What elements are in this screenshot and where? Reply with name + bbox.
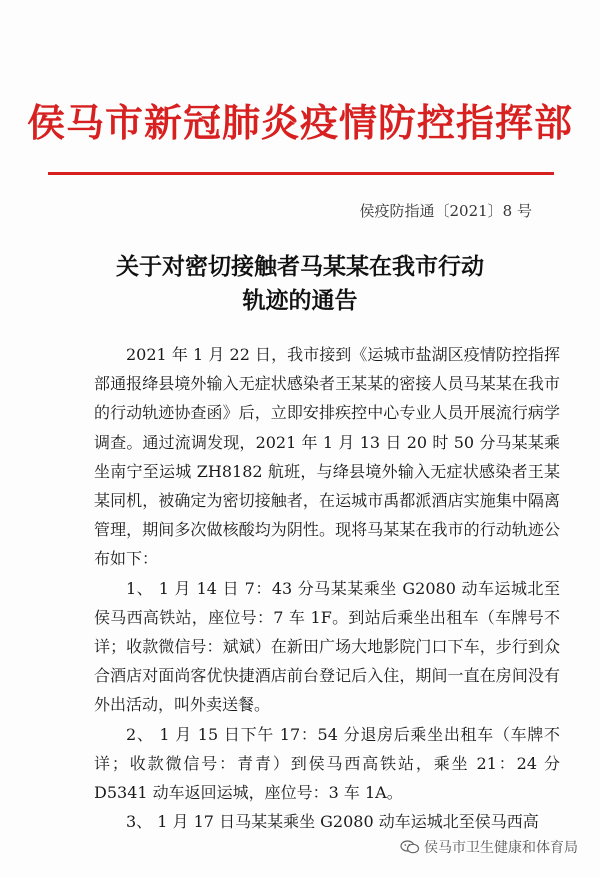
notice-body <box>94 340 560 836</box>
issuer-title: 侯马市新冠肺炎疫情防控指挥部 <box>26 100 573 145</box>
document-number: 侯疫防指通〔2021〕8 号 <box>359 202 532 220</box>
paragraph-item-1: 1、 1 月 14 日 7：43 分马某某乘坐 G2080 动车运城北至侯马西高铁站，座位号：7 车 1F。到站后乘坐出租车（车牌号不详；收款微信号：斌斌）在新田广场大地影院门口下车，步行到众合酒店对面尚客优快捷酒店前台登记后入住，期间一直在房间没有外出活动，叫外卖送餐。 <box>94 578 560 715</box>
wechat-icon <box>400 840 420 854</box>
notice-title <box>0 250 600 318</box>
notice-title-line-2: 轨迹的通告 <box>242 288 358 314</box>
paragraph-item-2: 2、 1 月 15 日下午 17：54 分退房后乘坐出租车（车牌不详；收款微信号：青青）到侯马西高铁站，乘坐 21：24 分 D5341 动车返回运城，座位号：3 车 1A。 <box>94 724 560 803</box>
red-divider-line <box>48 172 554 175</box>
notice-title-line-1: 关于对密切接触者马某某在我市行动 <box>116 254 484 280</box>
watermark-label: 侯马市卫生健康和体育局 <box>424 840 578 856</box>
paragraph-intro: 2021 年 1 月 22 日，我市接到《运城市盐湖区疫情防控指挥部通报绛县境外输入无症状感染者王某某的密接人员马某某在我市的行动轨迹协查函》后，立即安排疾控中心专业人员开展流行病学调查。通过流调发现，2021 年 1 月 13 日 20 时 50 分马某某乘坐南宁至运城 ZH8182 航班，与绛县境外输入无症状感染者王某某同机，被确定为密切接触者，在运城市禹都派酒店实施集中隔离管理，期间多次做核酸均为阴性。现将马某某在我市的行动轨迹公布如下： <box>94 345 560 569</box>
paragraph-item-3: 3、 1 月 17 日马某某乘坐 G2080 动车运城北至侯马西高 <box>126 812 539 832</box>
source-watermark <box>400 837 578 857</box>
